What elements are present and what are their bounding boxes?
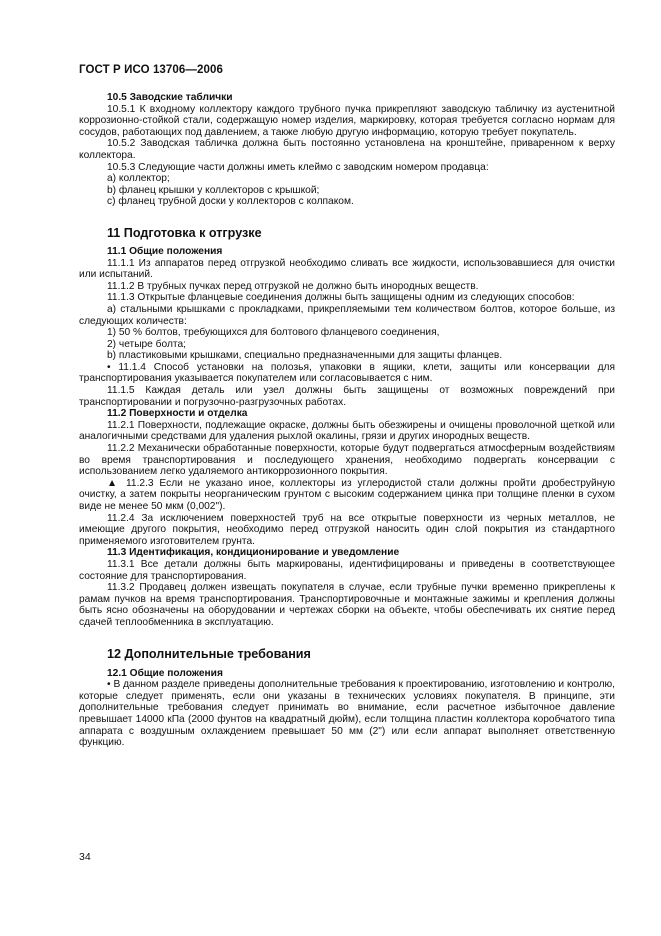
paragraph-11-1-4: • 11.1.4 Способ установки на полозья, упаковки в ящики, клети, защиты или консервации для транспортирования указывается покупателем или согласовывается с ним. [79, 361, 615, 385]
paragraph-11-3-2: 11.3.2 Продавец должен извещать покупателя в случае, если трубные пучки временно прикреплены к рамам пучков на время транспортирования. Транспортировочные и монтажные зажимы и крепления должны быть ясно обозначены на оборудовании и чертежах сборки на объекте, чтобы обеспечивать их снятие перед сдачей теплообменника в эксплуатацию. [79, 582, 615, 628]
paragraph-10-5-2: 10.5.2 Заводская табличка должна быть постоянно установлена на кронштейне, приваренном к верху коллектора. [79, 138, 615, 161]
paragraph-10-5-1: 10.5.1 К входному коллектору каждого трубного пучка прикрепляют заводскую табличку из аустенитной коррозионно-стойкой стали, содержащую номер изделия, маркировку, которая требуется согласно нормам для сосудов, работающих под давлением, а также любую другую информацию, которую требует покупатель. [79, 103, 615, 138]
paragraph-11-3-1: 11.3.1 Все детали должны быть маркированы, идентифицированы и приведены в соответствующее состояние для транспортирования. [79, 558, 615, 582]
subsection-heading-12-1: 12.1 Общие положения [107, 667, 223, 679]
list-item: 2) четыре болта; [107, 338, 186, 350]
list-item: a) стальными крышками с прокладками, прикрепляемыми тем количеством болтов, которое больше, из следующих количеств: [79, 303, 615, 327]
subsection-heading-11-3: 11.3 Идентификация, кондиционирование и уведомление [107, 547, 400, 559]
list-item: b) пластиковыми крышками, специально предназначенными для защиты фланцев. [107, 350, 503, 362]
paragraph-11-1-3: 11.1.3 Открытые фланцевые соединения должны быть защищены одним из следующих способов: [107, 292, 575, 304]
paragraph-11-2-2: 11.2.2 Механически обработанные поверхности, которые будут подвергаться атмосферным воздействиям во время транспортирования и последующего хранения, необходимо подвергать консервации с использованием легко удаляемого антикоррозионного покрытия. [79, 443, 615, 478]
page-number: 34 [79, 851, 91, 863]
paragraph-12-1: • В данном разделе приведены дополнительные требования к проектированию, изготовлению и контролю, которые следует применять, если они указаны в технических условиях покупателя. В принципе, эти дополнительные требования следует принимать во внимание, если расчетное избыточное давление превышает 14000 кПа (2000 фунтов на квадратный дюйм), если толщина пластин коллектора коробчатого типа аппарата с воздушным охлаждением превышает 50 мм (2") или если аппарат выполняет ответственную функцию. [79, 679, 615, 749]
subsection-heading-11-2: 11.2 Поверхности и отделка [107, 408, 248, 420]
list-item: 1) 50 % болтов, требующихся для болтового фланцевого соединения, [107, 327, 440, 339]
paragraph-11-1-1: 11.1.1 Из аппаратов перед отгрузкой необходимо сливать все жидкости, использовавшиеся для очистки или испытаний. [79, 257, 615, 281]
list-item: a) коллектор; [107, 173, 170, 185]
paragraph-11-1-5: 11.1.5 Каждая деталь или узел должны быть защищены от возможных повреждений при транспортировании и погрузочно-разгрузочных работах. [79, 385, 615, 408]
paragraph-11-2-1: 11.2.1 Поверхности, подлежащие окраске, должны быть обезжирены и очищены проволочной щеткой или аналогичными средствами для удаления рыхлой окалины, грязи и других инородных веществ. [79, 419, 615, 443]
list-item: b) фланец крышки у коллекторов с крышкой; [107, 184, 320, 196]
section-heading-12: 12 Дополнительные требования [107, 646, 311, 661]
paragraph-11-1-2: 11.1.2 В трубных пучках перед отгрузкой не должно быть инородных веществ. [107, 280, 479, 292]
subsection-heading-10-5: 10.5 Заводские таблички [107, 92, 233, 103]
paragraph-11-2-4: 11.2.4 За исключением поверхностей труб на все открытые поверхности из черных металлов, не имеющие другого покрытия, необходимо перед отгрузкой наносить один слой покрытия из стандартного применяемого изготовителем грунта. [79, 512, 615, 547]
paragraph-10-5-3: 10.5.3 Следующие части должны иметь клеймо с заводским номером продавца: [107, 161, 489, 173]
document-header: ГОСТ Р ИСО 13706—2006 [79, 64, 224, 76]
list-item: c) фланец трубной доски у коллекторов с колпаком. [107, 196, 354, 208]
subsection-heading-11-1: 11.1 Общие положения [107, 245, 223, 257]
document-body [79, 92, 615, 749]
paragraph-11-2-3: ▲ 11.2.3 Если не указано иное, коллекторы из углеродистой стали должны пройти дробеструйную очистку, а затем покрыты неорганическим грунтом с высоким содержанием цинка при толщине пленки в сухом виде не менее 50 мкм (0,002"). [79, 477, 615, 512]
section-heading-11: 11 Подготовка к отгрузке [107, 225, 262, 240]
